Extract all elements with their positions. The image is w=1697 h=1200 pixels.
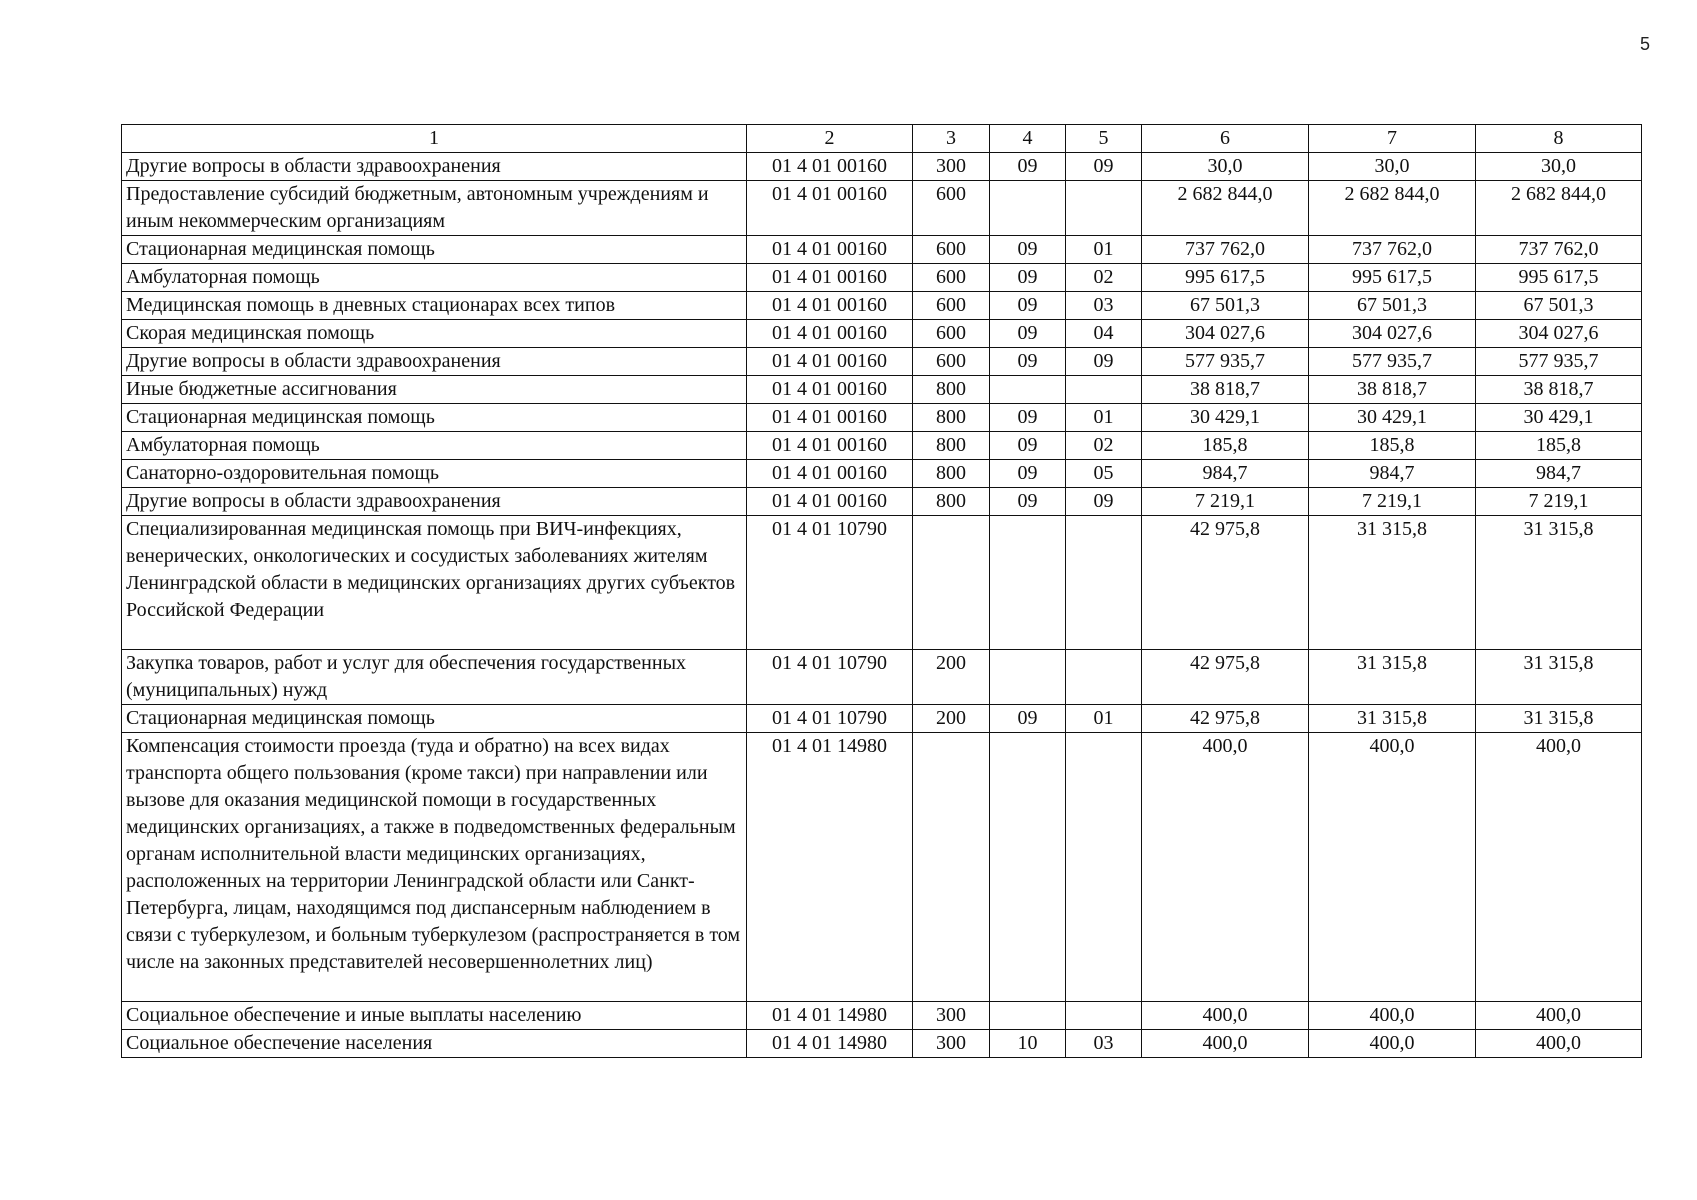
row-subsection-cell: 03 [1066, 1030, 1142, 1058]
row-amount-2-cell: 185,8 [1309, 432, 1476, 460]
row-amount-1-cell: 400,0 [1142, 733, 1309, 1002]
header-cell-8: 8 [1476, 125, 1642, 153]
row-amount-3-cell: 2 682 844,0 [1476, 181, 1642, 236]
row-section-cell [990, 733, 1066, 1002]
row-amount-2-cell: 67 501,3 [1309, 292, 1476, 320]
row-section-cell [990, 376, 1066, 404]
row-section-cell: 09 [990, 432, 1066, 460]
row-section-cell: 09 [990, 264, 1066, 292]
row-code-cell: 01 4 01 00160 [747, 460, 913, 488]
row-expense-type-cell: 300 [913, 1002, 990, 1030]
row-amount-3-cell: 400,0 [1476, 733, 1642, 1002]
budget-table-body [122, 125, 1642, 1058]
row-section-cell: 09 [990, 153, 1066, 181]
table-row [122, 376, 1642, 404]
header-cell-6: 6 [1142, 125, 1309, 153]
header-cell-4: 4 [990, 125, 1066, 153]
row-amount-2-cell: 2 682 844,0 [1309, 181, 1476, 236]
row-amount-2-cell: 30,0 [1309, 153, 1476, 181]
page-number: 5 [1640, 34, 1651, 54]
budget-table [121, 124, 1642, 1058]
row-expense-type-cell: 200 [913, 650, 990, 705]
row-expense-type-cell: 300 [913, 153, 990, 181]
row-subsection-cell [1066, 376, 1142, 404]
row-section-cell: 09 [990, 292, 1066, 320]
row-amount-1-cell: 30 429,1 [1142, 404, 1309, 432]
row-amount-1-cell: 400,0 [1142, 1030, 1309, 1058]
row-name-cell: Социальное обеспечение и иные выплаты населению [122, 1002, 747, 1030]
row-amount-1-cell: 995 617,5 [1142, 264, 1309, 292]
row-amount-3-cell: 67 501,3 [1476, 292, 1642, 320]
row-code-cell: 01 4 01 14980 [747, 733, 913, 1002]
row-code-cell: 01 4 01 14980 [747, 1030, 913, 1058]
row-expense-type-cell: 600 [913, 181, 990, 236]
row-expense-type-cell: 800 [913, 404, 990, 432]
row-amount-2-cell: 30 429,1 [1309, 404, 1476, 432]
row-amount-2-cell: 38 818,7 [1309, 376, 1476, 404]
table-row [122, 705, 1642, 733]
row-name-cell: Иные бюджетные ассигнования [122, 376, 747, 404]
row-amount-2-cell: 31 315,8 [1309, 516, 1476, 650]
row-section-cell [990, 516, 1066, 650]
row-subsection-cell: 09 [1066, 153, 1142, 181]
row-subsection-cell: 02 [1066, 432, 1142, 460]
row-name-cell: Закупка товаров, работ и услуг для обеспечения государственных (муниципальных) нужд [122, 650, 747, 705]
row-amount-2-cell: 400,0 [1309, 1002, 1476, 1030]
row-subsection-cell: 03 [1066, 292, 1142, 320]
row-amount-3-cell: 984,7 [1476, 460, 1642, 488]
row-amount-3-cell: 400,0 [1476, 1002, 1642, 1030]
row-name-cell: Предоставление субсидий бюджетным, автономным учреждениям и иным некоммерческим организациям [122, 181, 747, 236]
row-subsection-cell [1066, 1002, 1142, 1030]
row-subsection-cell: 05 [1066, 460, 1142, 488]
row-name-cell: Стационарная медицинская помощь [122, 705, 747, 733]
row-name-cell: Социальное обеспечение населения [122, 1030, 747, 1058]
row-amount-3-cell: 304 027,6 [1476, 320, 1642, 348]
row-amount-3-cell: 7 219,1 [1476, 488, 1642, 516]
row-amount-1-cell: 984,7 [1142, 460, 1309, 488]
row-amount-3-cell: 38 818,7 [1476, 376, 1642, 404]
row-name-cell: Другие вопросы в области здравоохранения [122, 488, 747, 516]
row-expense-type-cell: 600 [913, 292, 990, 320]
header-cell-7: 7 [1309, 125, 1476, 153]
row-code-cell: 01 4 01 10790 [747, 705, 913, 733]
header-cell-1: 1 [122, 125, 747, 153]
row-amount-1-cell: 67 501,3 [1142, 292, 1309, 320]
row-name-cell: Другие вопросы в области здравоохранения [122, 153, 747, 181]
row-expense-type-cell: 300 [913, 1030, 990, 1058]
row-amount-3-cell: 31 315,8 [1476, 516, 1642, 650]
row-amount-2-cell: 737 762,0 [1309, 236, 1476, 264]
row-amount-1-cell: 400,0 [1142, 1002, 1309, 1030]
row-code-cell: 01 4 01 00160 [747, 153, 913, 181]
table-row [122, 432, 1642, 460]
row-name-cell: Медицинская помощь в дневных стационарах всех типов [122, 292, 747, 320]
table-row [122, 733, 1642, 1002]
row-subsection-cell [1066, 516, 1142, 650]
row-section-cell: 09 [990, 320, 1066, 348]
row-amount-2-cell: 984,7 [1309, 460, 1476, 488]
header-row [122, 125, 1642, 153]
row-expense-type-cell: 600 [913, 264, 990, 292]
row-amount-1-cell: 42 975,8 [1142, 516, 1309, 650]
row-amount-2-cell: 577 935,7 [1309, 348, 1476, 376]
row-amount-3-cell: 31 315,8 [1476, 650, 1642, 705]
row-expense-type-cell: 800 [913, 432, 990, 460]
row-code-cell: 01 4 01 10790 [747, 650, 913, 705]
row-code-cell: 01 4 01 00160 [747, 488, 913, 516]
row-expense-type-cell: 600 [913, 348, 990, 376]
row-amount-2-cell: 995 617,5 [1309, 264, 1476, 292]
row-section-cell: 09 [990, 236, 1066, 264]
row-expense-type-cell: 800 [913, 376, 990, 404]
row-code-cell: 01 4 01 00160 [747, 181, 913, 236]
row-name-cell: Санаторно-оздоровительная помощь [122, 460, 747, 488]
table-row [122, 1030, 1642, 1058]
table-row [122, 516, 1642, 650]
row-code-cell: 01 4 01 00160 [747, 264, 913, 292]
row-amount-1-cell: 7 219,1 [1142, 488, 1309, 516]
row-amount-2-cell: 7 219,1 [1309, 488, 1476, 516]
row-subsection-cell: 02 [1066, 264, 1142, 292]
row-code-cell: 01 4 01 00160 [747, 376, 913, 404]
row-subsection-cell: 01 [1066, 236, 1142, 264]
table-row [122, 650, 1642, 705]
table-row [122, 320, 1642, 348]
row-name-cell: Амбулаторная помощь [122, 264, 747, 292]
row-code-cell: 01 4 01 00160 [747, 292, 913, 320]
row-code-cell: 01 4 01 14980 [747, 1002, 913, 1030]
header-cell-3: 3 [913, 125, 990, 153]
row-amount-1-cell: 185,8 [1142, 432, 1309, 460]
row-name-cell: Стационарная медицинская помощь [122, 236, 747, 264]
row-amount-1-cell: 577 935,7 [1142, 348, 1309, 376]
row-amount-3-cell: 577 935,7 [1476, 348, 1642, 376]
row-amount-2-cell: 400,0 [1309, 733, 1476, 1002]
row-amount-2-cell: 31 315,8 [1309, 650, 1476, 705]
row-code-cell: 01 4 01 00160 [747, 432, 913, 460]
table-row [122, 264, 1642, 292]
row-section-cell [990, 181, 1066, 236]
table-row [122, 460, 1642, 488]
row-subsection-cell: 01 [1066, 404, 1142, 432]
row-amount-1-cell: 42 975,8 [1142, 705, 1309, 733]
row-expense-type-cell [913, 733, 990, 1002]
row-amount-3-cell: 185,8 [1476, 432, 1642, 460]
row-expense-type-cell: 800 [913, 460, 990, 488]
row-subsection-cell [1066, 733, 1142, 1002]
table-row [122, 236, 1642, 264]
row-amount-3-cell: 30,0 [1476, 153, 1642, 181]
row-name-cell: Специализированная медицинская помощь при ВИЧ-инфекциях, венерических, онкологических и сосудистых заболеваниях жителям Ленинградской области в медицинских организациях других субъектов Российской Федерации [122, 516, 747, 650]
table-row [122, 292, 1642, 320]
row-amount-3-cell: 737 762,0 [1476, 236, 1642, 264]
table-row [122, 1002, 1642, 1030]
row-section-cell: 09 [990, 404, 1066, 432]
row-code-cell: 01 4 01 10790 [747, 516, 913, 650]
row-expense-type-cell: 600 [913, 236, 990, 264]
row-amount-1-cell: 737 762,0 [1142, 236, 1309, 264]
row-amount-1-cell: 38 818,7 [1142, 376, 1309, 404]
row-subsection-cell [1066, 181, 1142, 236]
row-section-cell: 10 [990, 1030, 1066, 1058]
row-subsection-cell: 09 [1066, 488, 1142, 516]
row-subsection-cell [1066, 650, 1142, 705]
header-cell-5: 5 [1066, 125, 1142, 153]
row-section-cell: 09 [990, 488, 1066, 516]
row-expense-type-cell: 200 [913, 705, 990, 733]
row-amount-2-cell: 304 027,6 [1309, 320, 1476, 348]
row-expense-type-cell: 800 [913, 488, 990, 516]
row-name-cell: Компенсация стоимости проезда (туда и обратно) на всех видах транспорта общего пользования (кроме такси) при направлении или вызове для оказания медицинской помощи в государственных медицинских организациях, а также в подведомственных федеральным органам исполнительной власти медицинских организациях, расположенных на территории Ленинградской области или Санкт-Петербурга, лицам, находящимся под диспансерным наблюдением в связи с туберкулезом, и больным туберкулезом (распространяется в том числе на законных представителей несовершеннолетних лиц) [122, 733, 747, 1002]
row-code-cell: 01 4 01 00160 [747, 320, 913, 348]
row-amount-3-cell: 995 617,5 [1476, 264, 1642, 292]
table-row [122, 404, 1642, 432]
row-amount-1-cell: 30,0 [1142, 153, 1309, 181]
row-subsection-cell: 04 [1066, 320, 1142, 348]
row-amount-3-cell: 30 429,1 [1476, 404, 1642, 432]
row-amount-2-cell: 400,0 [1309, 1030, 1476, 1058]
row-code-cell: 01 4 01 00160 [747, 404, 913, 432]
table-row [122, 153, 1642, 181]
row-subsection-cell: 09 [1066, 348, 1142, 376]
table-row [122, 181, 1642, 236]
row-expense-type-cell [913, 516, 990, 650]
row-amount-1-cell: 304 027,6 [1142, 320, 1309, 348]
row-amount-3-cell: 400,0 [1476, 1030, 1642, 1058]
row-code-cell: 01 4 01 00160 [747, 236, 913, 264]
row-amount-3-cell: 31 315,8 [1476, 705, 1642, 733]
row-amount-1-cell: 2 682 844,0 [1142, 181, 1309, 236]
row-name-cell: Амбулаторная помощь [122, 432, 747, 460]
row-section-cell: 09 [990, 705, 1066, 733]
row-section-cell [990, 650, 1066, 705]
table-row [122, 348, 1642, 376]
row-subsection-cell: 01 [1066, 705, 1142, 733]
row-section-cell: 09 [990, 348, 1066, 376]
row-expense-type-cell: 600 [913, 320, 990, 348]
row-code-cell: 01 4 01 00160 [747, 348, 913, 376]
row-name-cell: Другие вопросы в области здравоохранения [122, 348, 747, 376]
row-name-cell: Стационарная медицинская помощь [122, 404, 747, 432]
row-section-cell: 09 [990, 460, 1066, 488]
header-cell-2: 2 [747, 125, 913, 153]
row-section-cell [990, 1002, 1066, 1030]
row-amount-2-cell: 31 315,8 [1309, 705, 1476, 733]
row-amount-1-cell: 42 975,8 [1142, 650, 1309, 705]
table-row [122, 488, 1642, 516]
row-name-cell: Скорая медицинская помощь [122, 320, 747, 348]
